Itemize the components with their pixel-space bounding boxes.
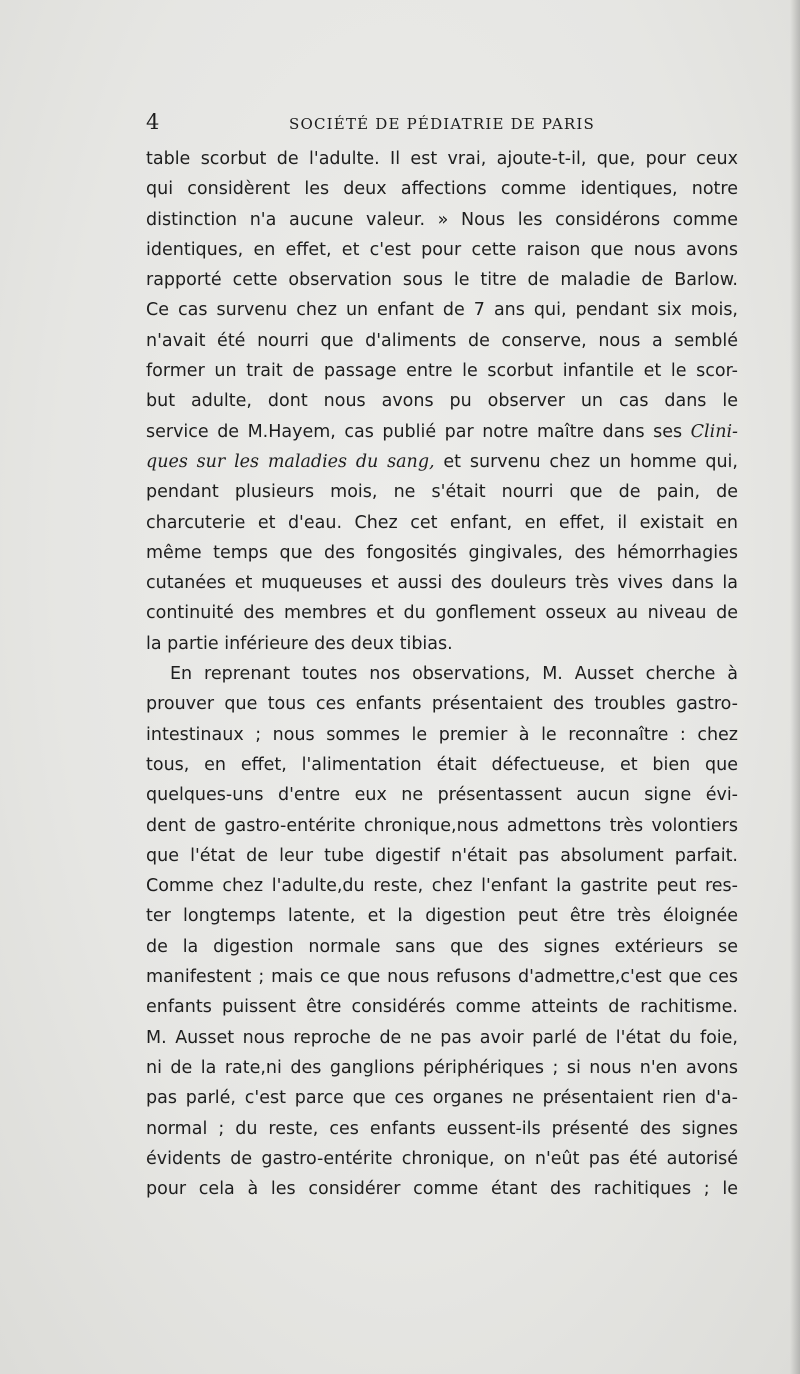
italic-title-segment: Clini- — [690, 421, 738, 442]
text-line: quelques-uns d'entre eux ne présentassent aucun signe évi- — [146, 785, 738, 806]
text-line: En reprenant toutes nos observations, M. Ausset cherche à — [170, 664, 738, 685]
page-header — [146, 108, 738, 138]
text-line: cutanées et muqueuses et aussi des douleurs très vives dans la — [146, 573, 738, 594]
text-line: évidents de gastro-entérite chronique, on n'eût pas été autorisé — [146, 1148, 738, 1169]
text-line: même temps que des fongosités gingivales, des hémorrhagies — [146, 542, 738, 563]
text-line: de la digestion normale sans que des signes extérieurs se — [146, 936, 738, 957]
text-line: Comme chez l'adulte,du reste, chez l'enfant la gastrite peut res- — [146, 876, 738, 897]
body-text — [146, 144, 738, 1204]
text-line: identiques, en effet, et c'est pour cette raison que nous avons — [146, 239, 738, 260]
text-line: intestinaux ; nous sommes le premier à le reconnaître : chez — [146, 724, 738, 745]
text-line: distinction n'a aucune valeur. » Nous les considérons comme — [146, 209, 738, 230]
page-number: 4 — [146, 110, 160, 134]
text-line: enfants puissent être considérés comme atteints de rachitisme. — [146, 997, 738, 1018]
text-line: ni de la rate,ni des ganglions périphériques ; si nous n'en avons — [146, 1057, 738, 1078]
text-line: charcuterie et d'eau. Chez cet enfant, en effet, il existait en — [146, 512, 738, 533]
page-edge-shadow — [790, 0, 800, 1374]
text-line: n'avait été nourri que d'aliments de conserve, nous a semblé — [146, 330, 738, 351]
text-segment: service de M.Hayem, cas publié par notre maître dans ses — [146, 421, 683, 442]
text-line: rapporté cette observation sous le titre de maladie de Barlow. — [146, 270, 738, 291]
text-line: que l'état de leur tube digestif n'était pas absolument parfait. — [146, 845, 738, 866]
text-line: pendant plusieurs mois, ne s'était nourri que de pain, de — [146, 482, 738, 503]
text-line: tous, en effet, l'alimentation était défectueuse, et bien que — [146, 754, 738, 775]
running-title: SOCIÉTÉ DE PÉDIATRIE DE PARIS — [289, 115, 595, 133]
text-line-with-italic — [146, 447, 738, 477]
text-line: pour cela à les considérer comme étant des rachitiques ; le — [146, 1179, 738, 1200]
text-line: qui considèrent les deux affections comme identiques, notre — [146, 179, 738, 200]
text-line: but adulte, dont nous avons pu observer un cas dans le — [146, 391, 738, 412]
text-line: ter longtemps latente, et la digestion peut être très éloignée — [146, 906, 738, 927]
text-line: table scorbut de l'adulte. Il est vrai, ajoute-t-il, que, pour ceux — [146, 149, 738, 169]
text-line: manifestent ; mais ce que nous refusons d'admettre,c'est que ces — [146, 967, 738, 988]
text-line: pas parlé, c'est parce que ces organes ne présentaient rien d'a- — [146, 1088, 738, 1109]
text-line: dent de gastro-entérite chronique,nous admettons très volontiers — [146, 815, 738, 836]
text-line: continuité des membres et du gonflement osseux au niveau de — [146, 603, 738, 624]
text-line-with-italic — [146, 417, 738, 447]
text-line: prouver que tous ces enfants présentaient des troubles gastro- — [146, 694, 738, 715]
text-line: M. Ausset nous reproche de ne pas avoir parlé de l'état du foie, — [146, 1027, 738, 1048]
text-line: normal ; du reste, ces enfants eussent-ils présenté des signes — [146, 1118, 738, 1139]
text-line: Ce cas survenu chez un enfant de 7 ans qui, pendant six mois, — [146, 300, 738, 321]
text-segment: et survenu chez un homme qui, — [443, 451, 738, 472]
italic-title-segment: ques sur les maladies du sang, — [146, 451, 435, 472]
text-line: former un trait de passage entre le scorbut infantile et le scor- — [146, 361, 738, 382]
text-line: la partie inférieure des deux tibias. — [146, 633, 453, 654]
